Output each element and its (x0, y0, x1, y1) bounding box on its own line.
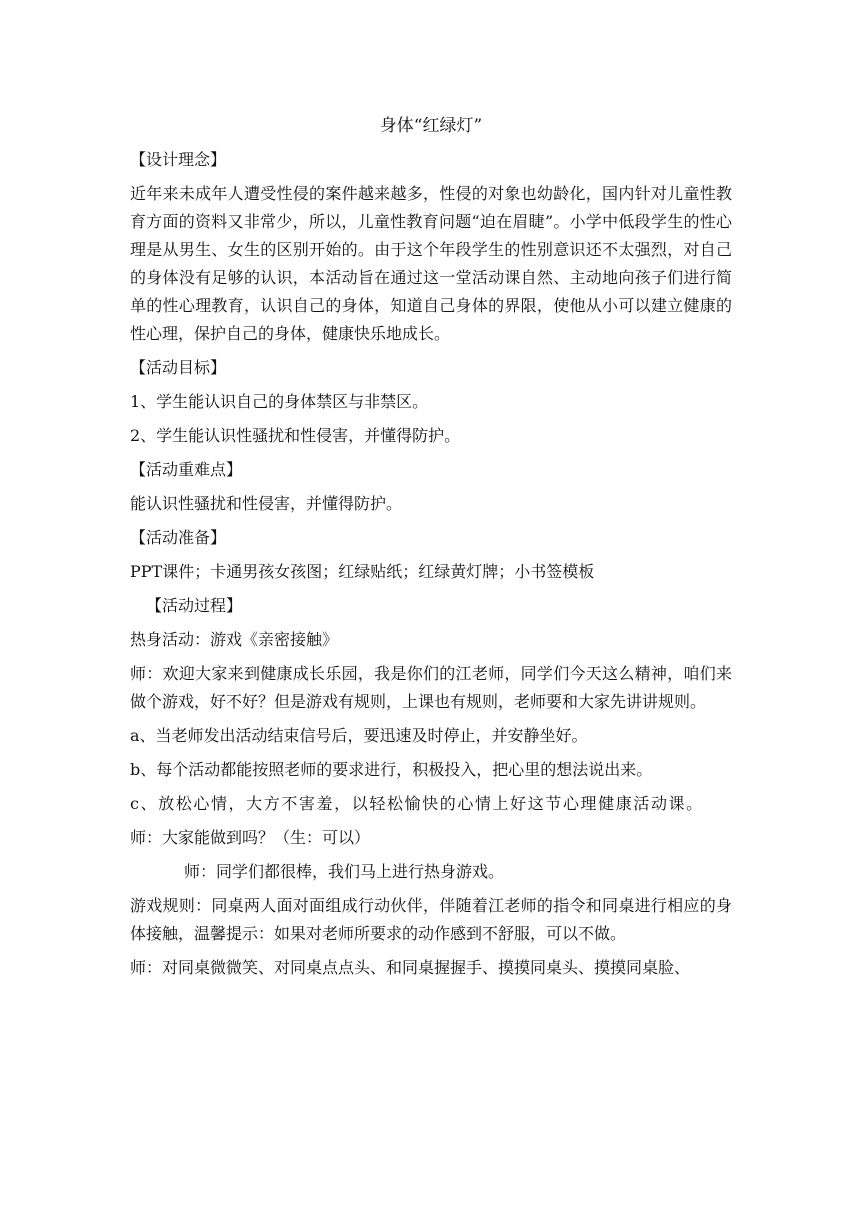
teacher-line-1: 师：欢迎大家来到健康成长乐园，我是你们的江老师，同学们今天这么精神，咱们来做个游戏，好不好？但是游戏有规则，上课也有规则，老师要和大家先讲讲规则。 (130, 664, 732, 711)
teacher-line-2: 师：大家能做到吗？（生：可以） (130, 828, 371, 847)
rule-b: b、每个活动都能按照老师的要求进行，积极投入，把心里的想法说出来。 (130, 760, 653, 779)
prep-heading: 【活动准备】 (130, 528, 227, 547)
goal-item-2: 2、学生能认识性骚扰和性侵害，并懂得防护。 (130, 426, 461, 445)
warmup-line: 热身活动：游戏《亲密接触》 (130, 630, 339, 649)
design-heading: 【设计理念】 (130, 150, 227, 169)
difficulty-paragraph: 能认识性骚扰和性侵害，并懂得防护。 (130, 494, 403, 513)
prep-paragraph: PPT课件；卡通男孩女孩图；红绿贴纸；红绿黄灯牌；小书签模板 (130, 562, 595, 581)
difficulty-heading: 【活动重难点】 (130, 460, 243, 479)
rule-a: a、当老师发出活动结束信号后，要迅速及时停止，并安静坐好。 (130, 726, 588, 745)
document-title: 身体“红绿灯” (379, 116, 483, 136)
rule-c: c、放松心情，大方不害羞，以轻松愉快的心情上好这节心理健康活动课。 (130, 794, 704, 813)
design-paragraph: 近年来未成年人遭受性侵的案件越来越多，性侵的对象也幼龄化，国内针对儿童性教育方面的资料又非常少，所以，儿童性教育问题“迫在眉睫”。小学中低段学生的性心理是从男生、女生的区别开始的。由于这个年段学生的性别意识还不太强烈，对自己的身体没有足够的认识，本活动旨在通过这一堂活动课自然、主动地向孩子们进行简单的性心理教育，认识自己的身体，知道自己身体的界限，使他从小可以建立健康的性心理，保护自己的身体，健康快乐地成长。 (130, 184, 732, 343)
goal-item-1: 1、学生能认识自己的身体禁区与非禁区。 (130, 392, 429, 411)
process-heading: 【活动过程】 (146, 596, 243, 615)
teacher-line-4: 师：对同桌微微笑、对同桌点点头、和同桌握握手、摸摸同桌头、摸摸同桌脸、 (130, 958, 691, 977)
teacher-line-3: 师：同学们都很棒，我们马上进行热身游戏。 (184, 862, 505, 881)
game-rule-paragraph: 游戏规则：同桌两人面对面组成行动伙伴，伴随着江老师的指令和同桌进行相应的身体接触，温馨提示：如果对老师所要求的动作感到不舒服，可以不做。 (130, 896, 732, 943)
goal-heading: 【活动目标】 (130, 358, 227, 377)
document-body (130, 112, 732, 988)
